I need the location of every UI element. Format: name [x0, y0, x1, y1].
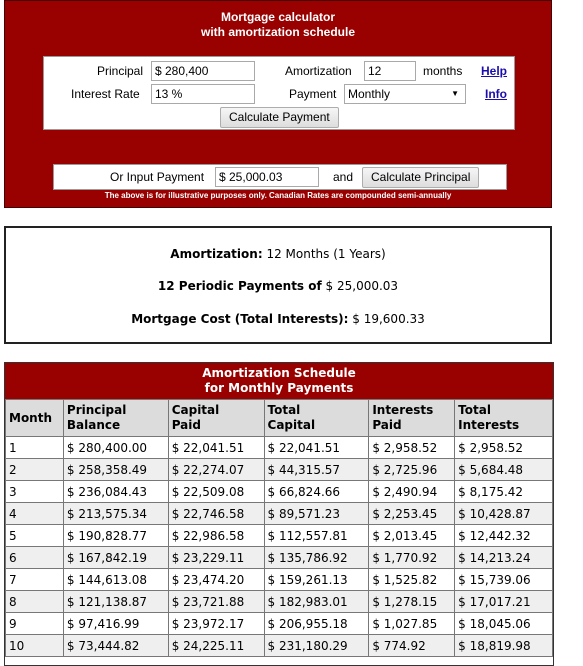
table-cell: $ 213,575.34 [63, 503, 168, 525]
column-header-line1: Total [267, 403, 301, 417]
table-row [6, 481, 553, 503]
table-cell: $ 12,442.32 [455, 525, 553, 547]
dropdown-arrow-icon: ▼ [451, 89, 459, 98]
column-header-line2: Paid [372, 418, 402, 432]
input-payment-label: Or Input Payment [110, 170, 205, 184]
column-header-line1: Principal [66, 403, 127, 417]
table-cell: 4 [6, 503, 64, 525]
table-cell: $ 18,819.98 [455, 635, 553, 657]
table-cell: $ 774.92 [369, 635, 455, 657]
amortization-input[interactable] [364, 61, 416, 81]
months-label: months [423, 64, 463, 78]
table-cell: $ 236,084.43 [63, 481, 168, 503]
column-header-line1: Capital [171, 403, 220, 417]
table-cell: $ 1,525.82 [369, 569, 455, 591]
table-cell: $ 5,684.48 [455, 459, 553, 481]
table-cell: $ 1,770.92 [369, 547, 455, 569]
table-cell: $ 24,225.11 [168, 635, 264, 657]
table-row [6, 437, 553, 459]
summary-amortization-value: 12 Months (1 Years) [266, 247, 386, 261]
table-cell: $ 22,986.58 [168, 525, 264, 547]
summary-panel [4, 226, 552, 344]
schedule-header-row [6, 400, 553, 437]
column-header-line1: Interests [372, 403, 434, 417]
table-cell: $ 1,027.85 [369, 613, 455, 635]
schedule-title [5, 363, 553, 399]
table-cell: $ 231,180.29 [264, 635, 369, 657]
table-row [6, 635, 553, 657]
column-header [369, 400, 455, 437]
column-header-line2: Capital [267, 418, 316, 432]
table-cell: 5 [6, 525, 64, 547]
help-link[interactable]: Help [481, 64, 508, 78]
table-cell: $ 22,274.07 [168, 459, 264, 481]
principal-input[interactable] [151, 61, 255, 81]
table-row [6, 547, 553, 569]
table-cell: $ 23,474.20 [168, 569, 264, 591]
table-cell: 3 [6, 481, 64, 503]
table-cell: $ 23,721.88 [168, 591, 264, 613]
principal-label: Principal [97, 64, 144, 78]
table-cell: $ 159,261.13 [264, 569, 369, 591]
table-cell: $ 89,571.23 [264, 503, 369, 525]
column-header-line2: Interests [458, 418, 520, 432]
table-cell: $ 22,746.58 [168, 503, 264, 525]
table-cell: $ 190,828.77 [63, 525, 168, 547]
calculator-form [43, 56, 515, 130]
interest-rate-label: Interest Rate [71, 87, 140, 101]
summary-cost-label: Mortgage Cost (Total Interests): [131, 312, 349, 326]
column-header [6, 400, 64, 437]
calculator-title [5, 10, 551, 40]
table-cell: $ 2,958.52 [455, 437, 553, 459]
table-cell: $ 2,013.45 [369, 525, 455, 547]
schedule-title-line2: for Monthly Payments [204, 381, 354, 395]
column-header [264, 400, 369, 437]
schedule-table [5, 399, 553, 657]
table-cell: $ 112,557.81 [264, 525, 369, 547]
summary-payments-value: $ 25,000.03 [325, 279, 399, 293]
table-cell: $ 14,213.24 [455, 547, 553, 569]
calculator-title-line1: Mortgage calculator [220, 10, 336, 24]
table-cell: $ 1,278.15 [369, 591, 455, 613]
table-cell: $ 44,315.57 [264, 459, 369, 481]
summary-amortization-label: Amortization: [170, 247, 263, 261]
table-cell: $ 22,509.08 [168, 481, 264, 503]
amortization-label: Amortization [285, 64, 352, 78]
table-cell: $ 2,725.96 [369, 459, 455, 481]
table-cell: $ 182,983.01 [264, 591, 369, 613]
column-header-line1: Month [9, 410, 53, 425]
table-cell: $ 206,955.18 [264, 613, 369, 635]
table-cell: 1 [6, 437, 64, 459]
table-row [6, 613, 553, 635]
table-cell: $ 10,428.87 [455, 503, 553, 525]
table-cell: 2 [6, 459, 64, 481]
payment-frequency-value: Monthly [348, 87, 391, 101]
table-cell: $ 18,045.06 [455, 613, 553, 635]
info-link[interactable]: Info [485, 87, 507, 101]
calculator-title-line2: with amortization schedule [200, 25, 356, 39]
interest-rate-input[interactable] [151, 84, 255, 104]
table-cell: $ 66,824.66 [264, 481, 369, 503]
table-row [6, 525, 553, 547]
column-header [63, 400, 168, 437]
table-cell: $ 23,972.17 [168, 613, 264, 635]
payment-frequency-select[interactable] [344, 84, 466, 104]
table-row [6, 591, 553, 613]
schedule-title-line1: Amortization Schedule [202, 366, 356, 380]
calculate-payment-button[interactable]: Calculate Payment [220, 107, 339, 128]
column-header-line2: Paid [171, 418, 201, 432]
summary-cost-value: $ 19,600.33 [352, 312, 425, 326]
column-header [455, 400, 553, 437]
table-cell: $ 167,842.19 [63, 547, 168, 569]
table-cell: $ 258,358.49 [63, 459, 168, 481]
table-cell: 10 [6, 635, 64, 657]
table-cell: $ 17,017.21 [455, 591, 553, 613]
table-cell: 7 [6, 569, 64, 591]
table-cell: $ 22,041.51 [264, 437, 369, 459]
table-cell: $ 280,400.00 [63, 437, 168, 459]
table-row [6, 503, 553, 525]
input-payment-field[interactable] [215, 167, 319, 187]
amortization-schedule [4, 362, 554, 666]
input-payment-form [53, 164, 507, 190]
table-cell: $ 2,958.52 [369, 437, 455, 459]
table-cell: $ 144,613.08 [63, 569, 168, 591]
column-header [168, 400, 264, 437]
summary-payments-label: 12 Periodic Payments of [157, 279, 322, 293]
table-cell: $ 8,175.42 [455, 481, 553, 503]
calculator-panel [4, 0, 552, 208]
table-row [6, 569, 553, 591]
table-cell: $ 135,786.92 [264, 547, 369, 569]
column-header-line2: Balance [66, 418, 121, 432]
summary-payments [6, 279, 550, 293]
table-cell: 6 [6, 547, 64, 569]
column-header-line1: Total [458, 403, 491, 417]
table-cell: $ 73,444.82 [63, 635, 168, 657]
table-cell: $ 2,490.94 [369, 481, 455, 503]
disclaimer-text: The above is for illustrative purposes only. Canadian Rates are compounded semi-annually [104, 191, 452, 200]
and-label: and [333, 170, 354, 184]
summary-amortization [6, 247, 550, 261]
table-cell: 9 [6, 613, 64, 635]
table-cell: $ 97,416.99 [63, 613, 168, 635]
table-cell: $ 15,739.06 [455, 569, 553, 591]
table-cell: $ 23,229.11 [168, 547, 264, 569]
table-cell: $ 22,041.51 [168, 437, 264, 459]
payment-label: Payment [289, 87, 337, 101]
table-cell: 8 [6, 591, 64, 613]
calculate-principal-button[interactable]: Calculate Principal [362, 167, 479, 188]
table-row [6, 459, 553, 481]
summary-cost [6, 312, 550, 326]
table-cell: $ 121,138.87 [63, 591, 168, 613]
table-cell: $ 2,253.45 [369, 503, 455, 525]
